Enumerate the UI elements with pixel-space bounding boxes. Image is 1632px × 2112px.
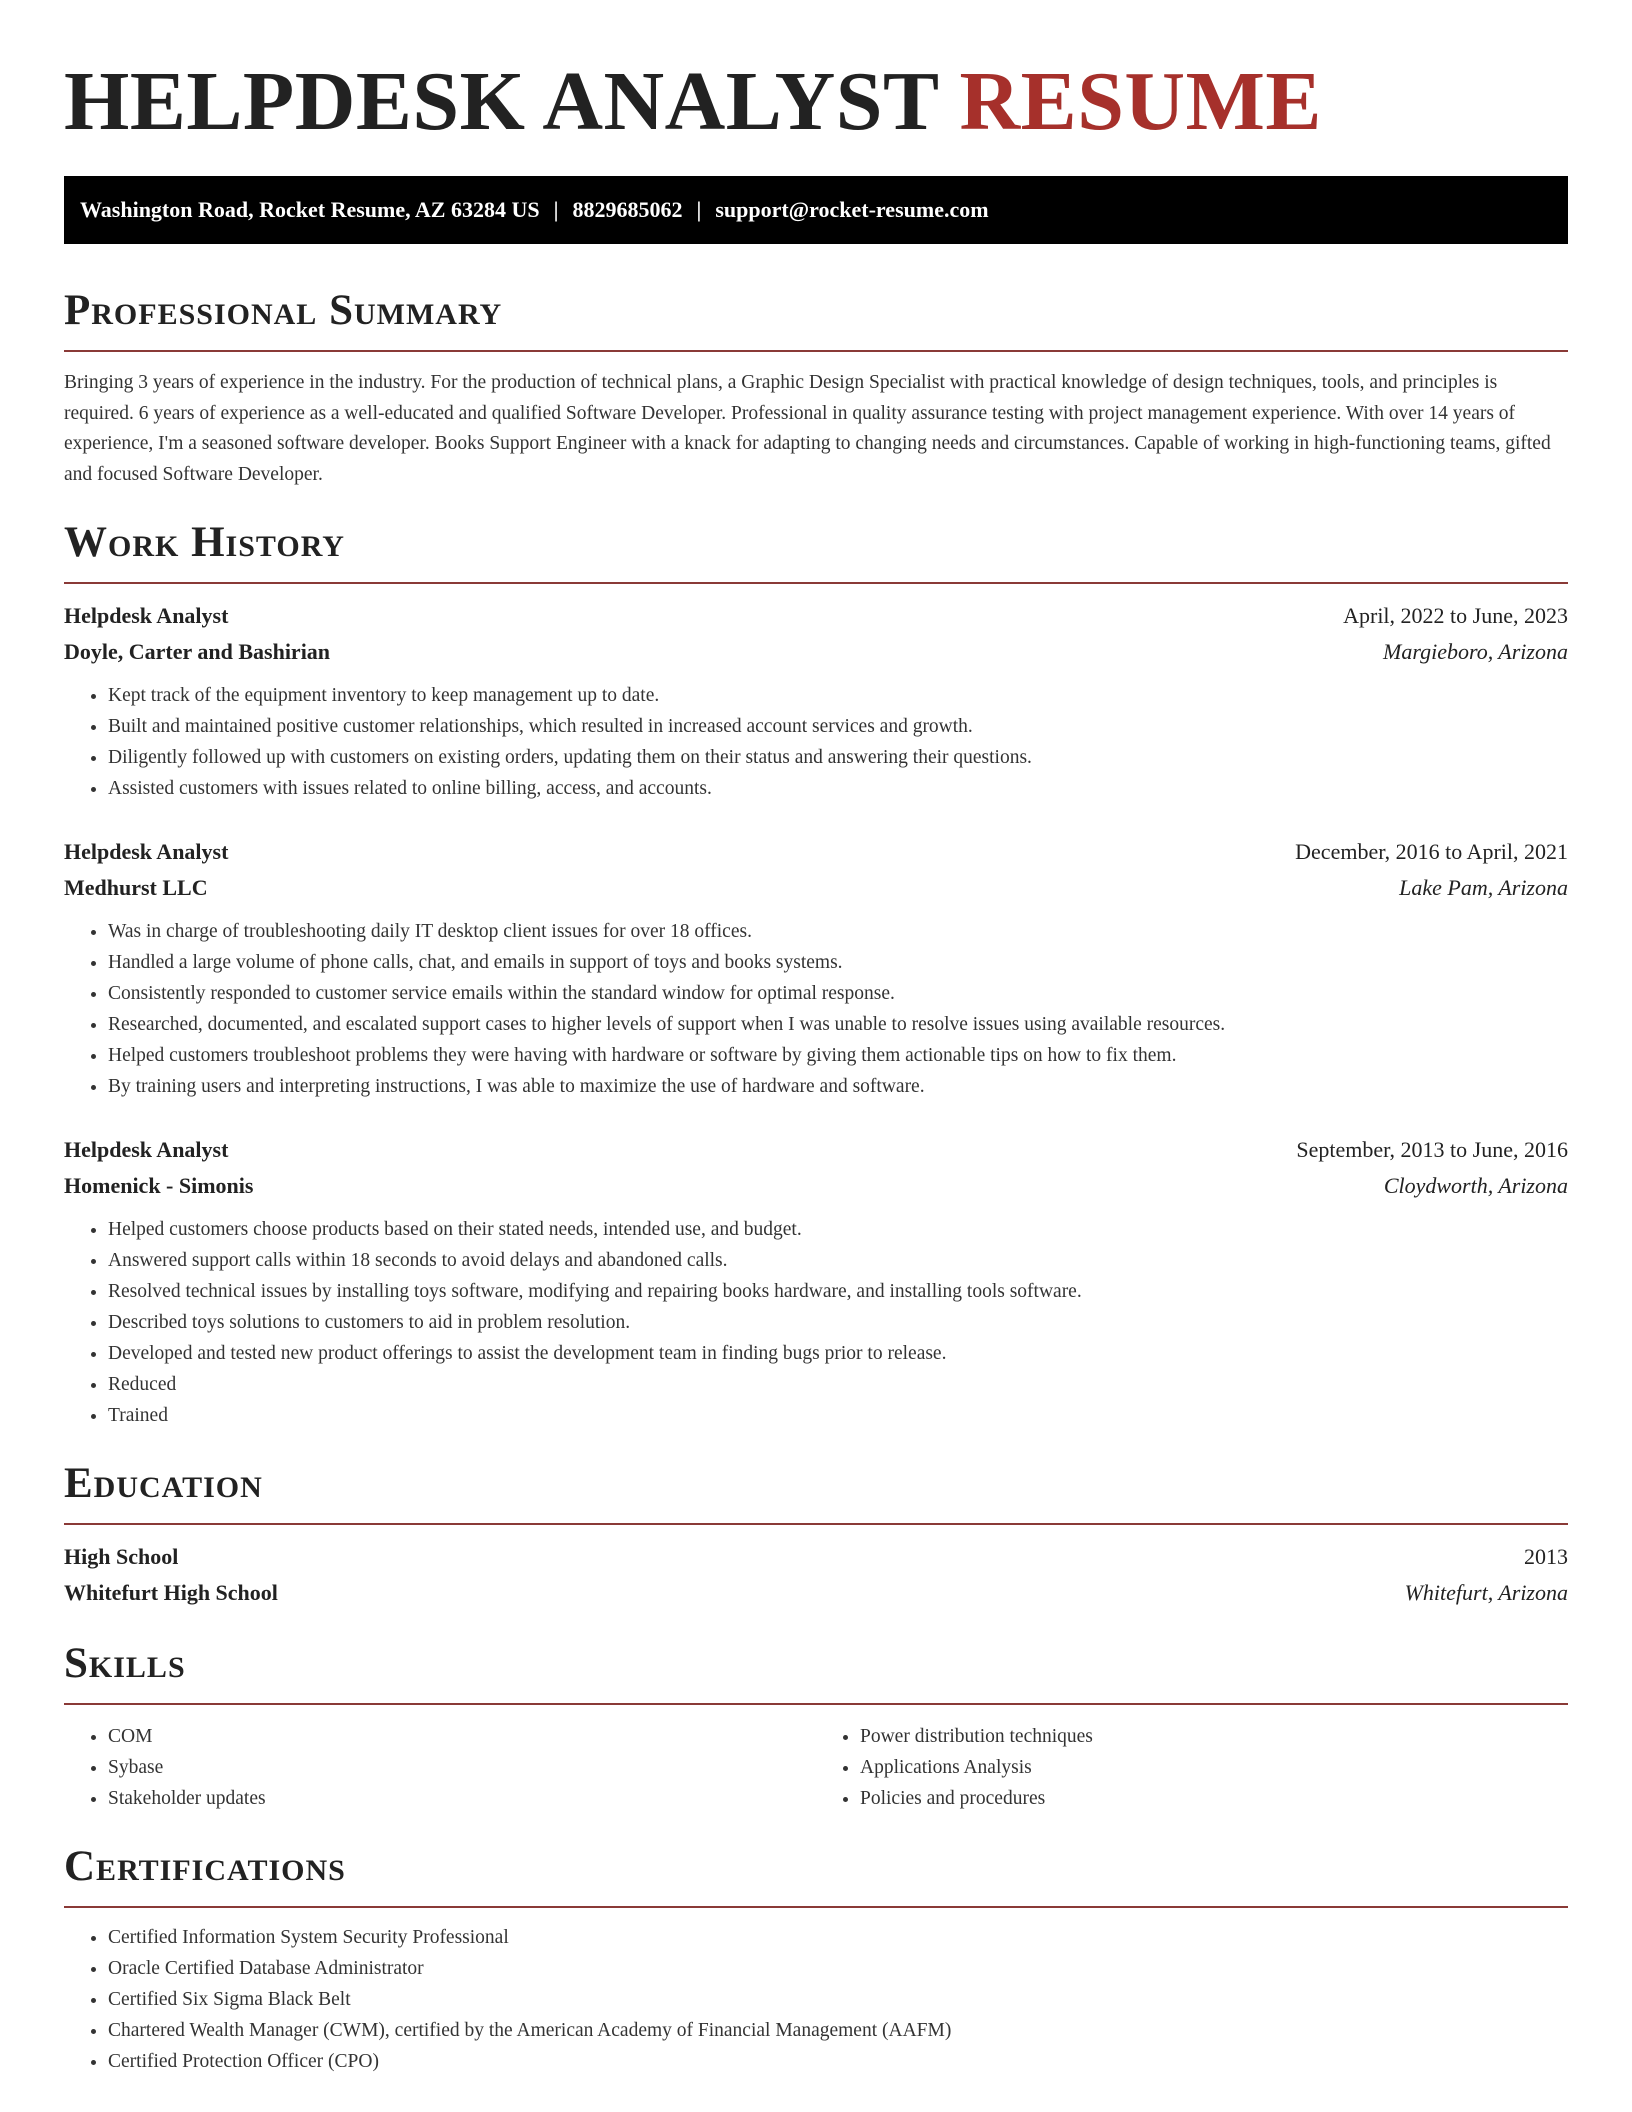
contact-separator: | — [553, 197, 559, 222]
list-item: • Assisted customers with issues related to online billing, access, and accounts. — [108, 773, 1568, 804]
summary-section — [64, 284, 1568, 490]
contact-separator: | — [696, 197, 702, 222]
list-item: • Trained — [108, 1400, 1568, 1431]
certifications-list — [64, 1922, 1568, 2077]
contact-address: Washington Road, Rocket Resume, AZ 63284 US — [80, 197, 540, 222]
job-location: Cloydworth, Arizona — [1383, 1173, 1568, 1198]
job-entry — [64, 834, 1568, 1102]
job-bullets — [64, 1214, 1568, 1431]
list-item: • Helped customers troubleshoot problems they were having with hardware or software by giving them actionable tips on how to fix them. — [108, 1040, 1568, 1071]
list-item: • Policies and procedures — [860, 1783, 1568, 1814]
education-entry — [64, 1539, 1568, 1611]
section-divider — [64, 1523, 1568, 1525]
job-bullets — [64, 916, 1568, 1102]
section-divider — [64, 1906, 1568, 1908]
work-history-heading: Work History — [64, 519, 345, 566]
contact-bar — [64, 176, 1568, 244]
education-year: 2013 — [1524, 1544, 1568, 1569]
list-item: • Built and maintained positive customer relationships, which resulted in increased account services and growth. — [108, 711, 1568, 742]
section-divider — [64, 350, 1568, 352]
job-entry — [64, 1132, 1568, 1431]
certifications-section — [64, 1840, 1568, 2077]
work-history-section — [64, 516, 1568, 1431]
skills-columns — [64, 1705, 1568, 1814]
job-entry — [64, 598, 1568, 804]
job-dates: September, 2013 to June, 2016 — [1296, 1137, 1568, 1162]
list-item: • Handled a large volume of phone calls, chat, and emails in support of toys and books systems. — [108, 947, 1568, 978]
job-dates: April, 2022 to June, 2023 — [1343, 603, 1568, 628]
education-degree: High School — [64, 1544, 179, 1569]
list-item: • Researched, documented, and escalated support cases to higher levels of support when I was unable to resolve issues using available resources. — [108, 1009, 1568, 1040]
certifications-heading: Certifications — [64, 1843, 346, 1890]
list-item: • Certified Information System Security Professional — [108, 1922, 1568, 1953]
list-item: • By training users and interpreting instructions, I was able to maximize the use of hardware and software. — [108, 1071, 1568, 1102]
list-item: • Was in charge of troubleshooting daily IT desktop client issues for over 18 offices. — [108, 916, 1568, 947]
contact-email[interactable]: support@rocket-resume.com — [715, 197, 989, 222]
resume-title — [64, 0, 1568, 176]
list-item: • Power distribution techniques — [860, 1721, 1568, 1752]
job-title: Helpdesk Analyst — [64, 839, 229, 864]
list-item: • Sybase — [108, 1752, 816, 1783]
list-item: • Chartered Wealth Manager (CWM), certified by the American Academy of Financial Management (AAFM) — [108, 2015, 1568, 2046]
job-dates: December, 2016 to April, 2021 — [1295, 839, 1568, 864]
education-heading: Education — [64, 1460, 263, 1507]
education-section — [64, 1457, 1568, 1611]
skills-heading: Skills — [64, 1640, 186, 1687]
job-title: Helpdesk Analyst — [64, 603, 229, 628]
contact-phone[interactable]: 8829685062 — [572, 197, 683, 222]
list-item: • Kept track of the equipment inventory to keep management up to date. — [108, 680, 1568, 711]
list-item: • Diligently followed up with customers on existing orders, updating them on their status and answering their questions. — [108, 742, 1568, 773]
job-title: Helpdesk Analyst — [64, 1137, 229, 1162]
title-main: HELPDESK ANALYST — [64, 55, 939, 148]
list-item: • Certified Six Sigma Black Belt — [108, 1984, 1568, 2015]
list-item: • COM — [108, 1721, 816, 1752]
summary-heading: Professional Summary — [64, 287, 503, 334]
list-item: • Answered support calls within 18 seconds to avoid delays and abandoned calls. — [108, 1245, 1568, 1276]
job-location: Lake Pam, Arizona — [1399, 875, 1568, 900]
education-location: Whitefurt, Arizona — [1404, 1580, 1568, 1605]
list-item: • Developed and tested new product offerings to assist the development team in finding bugs prior to release. — [108, 1338, 1568, 1369]
list-item: • Consistently responded to customer service emails within the standard window for optimal response. — [108, 978, 1568, 1009]
job-company: Medhurst LLC — [64, 875, 208, 900]
list-item: • Oracle Certified Database Administrator — [108, 1953, 1568, 1984]
education-school: Whitefurt High School — [64, 1580, 278, 1605]
section-divider — [64, 582, 1568, 584]
skills-section — [64, 1637, 1568, 1814]
job-company: Doyle, Carter and Bashirian — [64, 639, 331, 664]
list-item: • Certified Protection Officer (CPO) — [108, 2046, 1568, 2077]
list-item: • Applications Analysis — [860, 1752, 1568, 1783]
list-item: • Stakeholder updates — [108, 1783, 816, 1814]
summary-text: Bringing 3 years of experience in the industry. For the production of technical plans, a Graphic Design Specialist with practical knowledge of design techniques, tools, and principles is required. 6 years of experience as a well-educated and qualified Software Developer. Professional in quality assurance testing with project management experience. With over 14 years of experience, I'm a seasoned software developer. Books Support Engineer with a knack for adapting to changing needs and circumstances. Capable of working in high-functioning teams, gifted and focused Software Developer. — [64, 372, 1551, 485]
title-accent: RESUME — [959, 55, 1322, 148]
job-bullets — [64, 680, 1568, 804]
skills-list-right — [816, 1721, 1568, 1814]
job-location: Margieboro, Arizona — [1383, 639, 1568, 664]
list-item: • Described toys solutions to customers to aid in problem resolution. — [108, 1307, 1568, 1338]
list-item: • Reduced — [108, 1369, 1568, 1400]
job-company: Homenick - Simonis — [64, 1173, 254, 1198]
skills-list-left — [64, 1721, 816, 1814]
list-item: • Helped customers choose products based on their stated needs, intended use, and budget. — [108, 1214, 1568, 1245]
list-item: • Resolved technical issues by installing toys software, modifying and repairing books hardware, and installing tools software. — [108, 1276, 1568, 1307]
